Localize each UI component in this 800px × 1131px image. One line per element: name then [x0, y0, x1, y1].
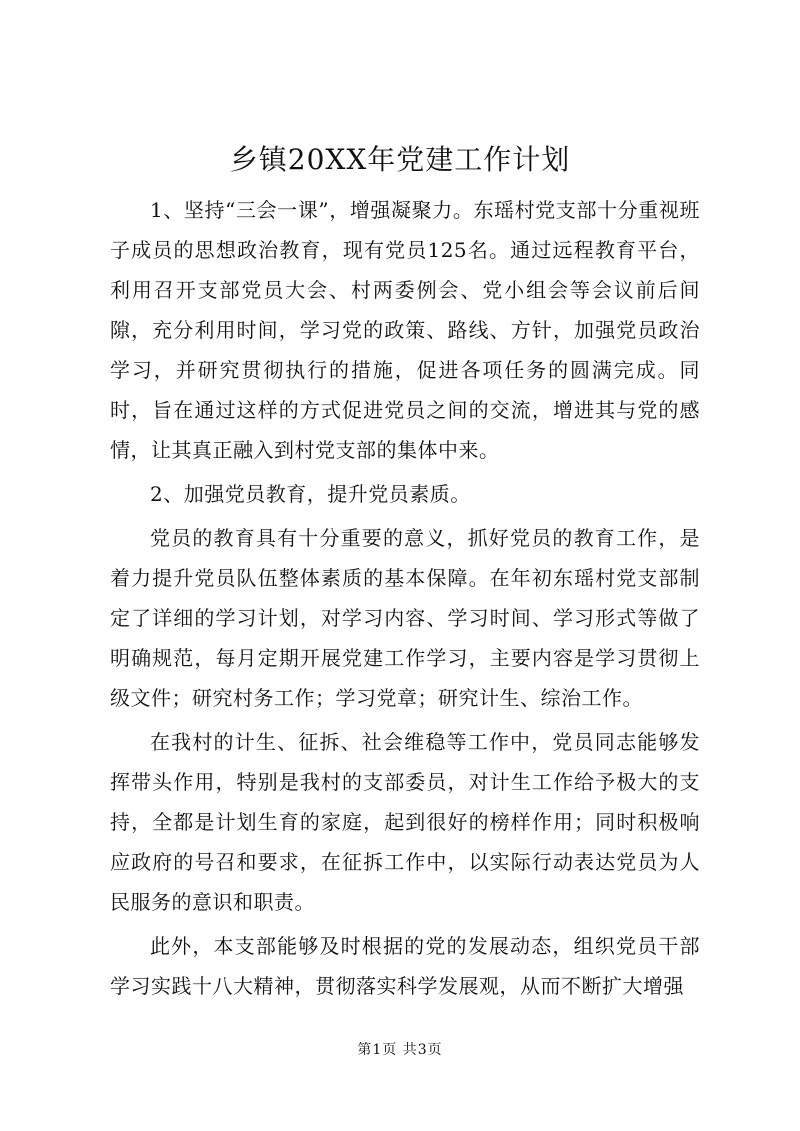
paragraph-5: 此外，本支部能够及时根据的党的发展动态，组织党员干部学习实践十八大精神，贯彻落实科学发展观，从而不断扩大增强: [110, 934, 700, 998]
page-footer: 第1页 共3页: [357, 1042, 443, 1058]
paragraph-3: 党员的教育具有十分重要的意义，抓好党员的教育工作，是着力提升党员队伍整体素质的基本保障。在年初东瑶村党支部制定了详细的学习计划，对学习内容、学习时间、学习形式等做了明确规范，每月定期开展党建工作学习，主要内容是学习贯彻上级文件；研究村务工作；学习党章；研究计生、综治工作。: [110, 526, 700, 710]
document-title: 乡镇20XX年党建工作计划: [229, 143, 571, 176]
paragraph-4: 在我村的计生、征拆、社会维稳等工作中，党员同志能够发挥带头作用，特别是我村的支部委员，对计生工作给予极大的支持，全都是计划生育的家庭，起到很好的榜样作用；同时积极响应政府的号召和要求，在征拆工作中，以实际行动表达党员为人民服务的意识和职责。: [110, 730, 700, 914]
paragraph-2: 2、加强党员教育，提升党员素质。: [150, 482, 471, 506]
document-body: [110, 190, 700, 1006]
paragraph-1: 1、坚持“三会一课”，增强凝聚力。东瑶村党支部十分重视班子成员的思想政治教育，现有党员125名。通过远程教育平台，利用召开支部党员大会、村两委例会、党小组会等会议前后间隙，充分利用时间，学习党的政策、路线、方针，加强党员政治学习，并研究贯彻执行的措施，促进各项任务的圆满完成。同时，旨在通过这样的方式促进党员之间的交流，增进其与党的感情，让其真正融入到村党支部的集体中来。: [110, 198, 700, 462]
